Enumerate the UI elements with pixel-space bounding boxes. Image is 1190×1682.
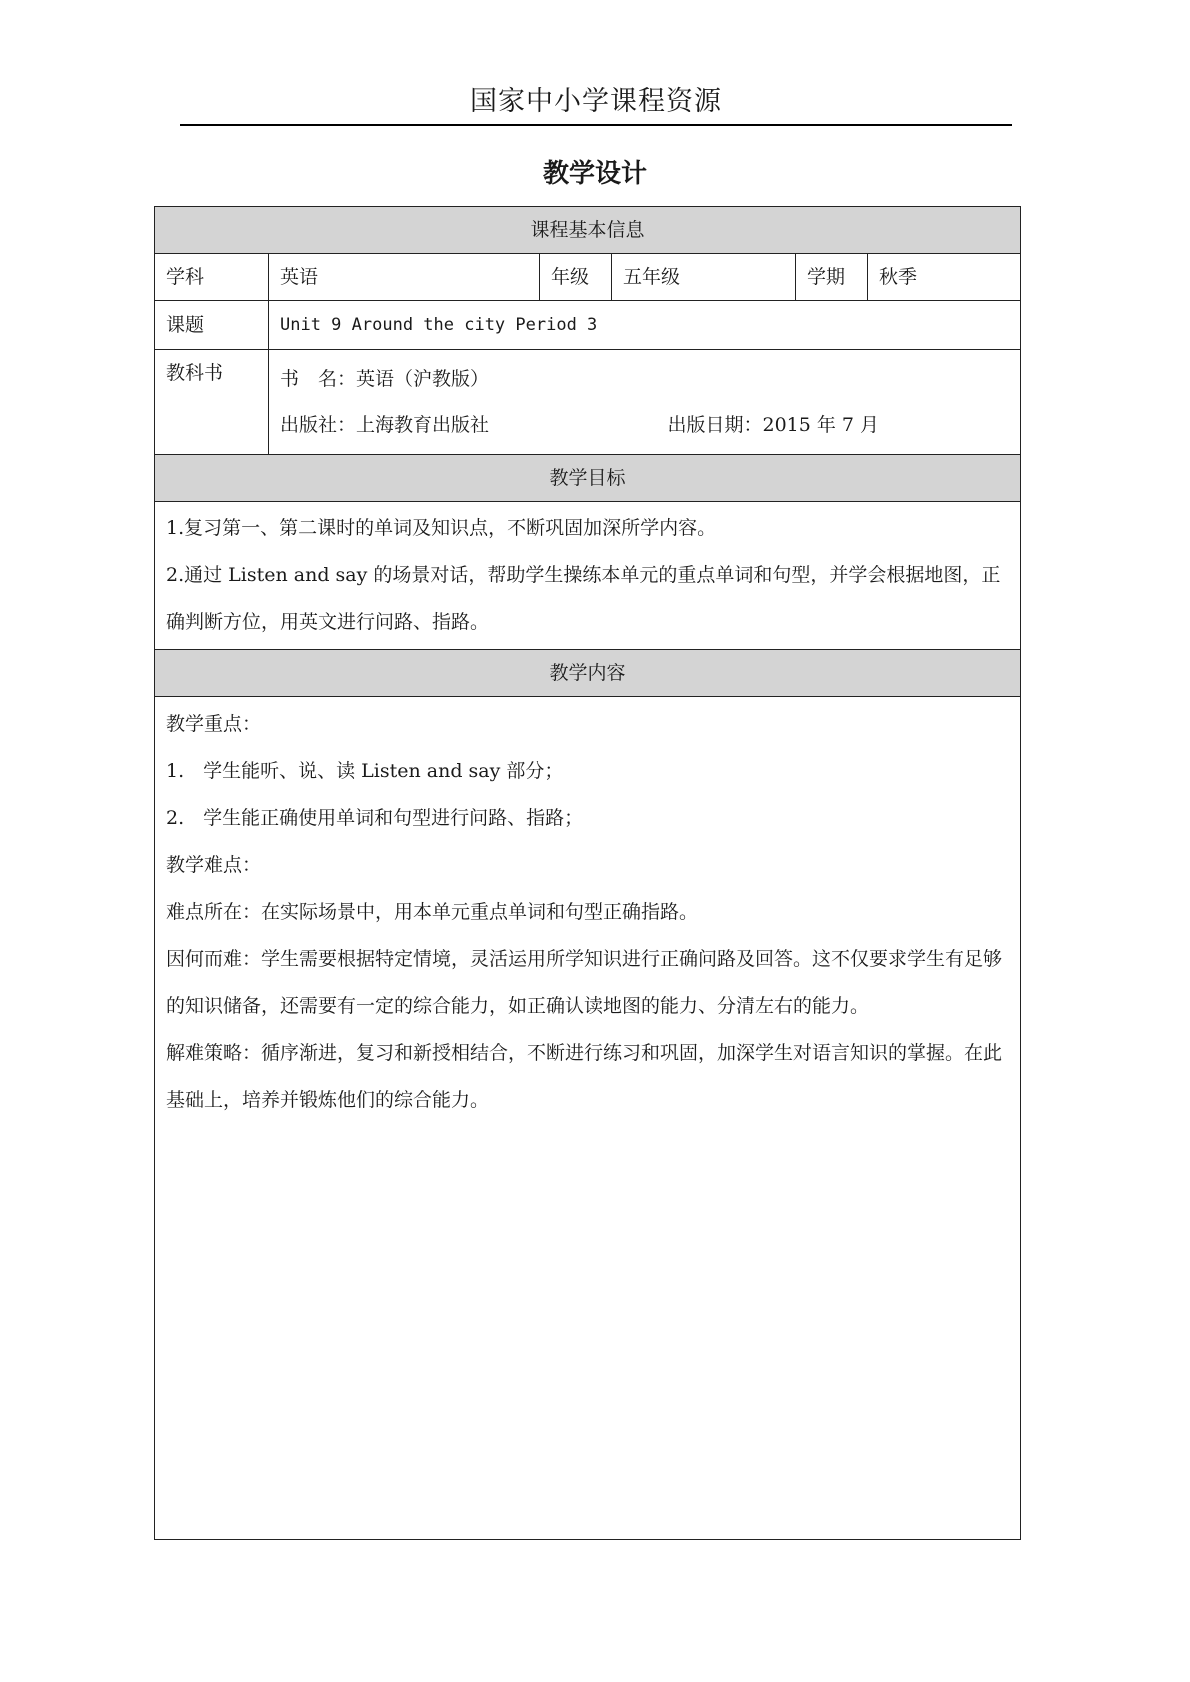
grade-value: 五年级 bbox=[612, 254, 796, 301]
term-label: 学期 bbox=[796, 254, 868, 301]
difficulty-heading: 教学难点： bbox=[166, 854, 262, 876]
term-value: 秋季 bbox=[868, 254, 1021, 301]
goal-item: 1.复习第一、第二课时的单词及知识点，不断巩固加深所学内容。 bbox=[166, 517, 717, 539]
textbook-row bbox=[155, 350, 1021, 455]
site-header-title: 国家中小学课程资源 bbox=[180, 80, 1012, 126]
key-point-item: 2. 学生能正确使用单词和句型进行问路、指路； bbox=[166, 807, 584, 829]
goal-item: 2.通过 Listen and say 的场景对话，帮助学生操练本单元的重点单词和句型，并学会根据地图，正确判断方位，用英文进行问路、指路。 bbox=[166, 564, 1001, 633]
publication-date: 出版日期：2015 年 7 月 bbox=[667, 414, 880, 436]
content-row bbox=[155, 697, 1021, 1540]
difficulty-reason: 因何而难：学生需要根据特定情境，灵活运用所学知识进行正确问路及回答。这不仅要求学生有足够的知识储备，还需要有一定的综合能力，如正确认读地图的能力、分清左右的能力。 bbox=[166, 948, 1003, 1017]
lesson-plan-table bbox=[154, 206, 1021, 1540]
key-point-item: 1. 学生能听、说、读 Listen and say 部分； bbox=[166, 760, 564, 782]
content-section-header: 教学内容 bbox=[155, 650, 1021, 697]
goals-row bbox=[155, 502, 1021, 650]
content-body bbox=[155, 697, 1021, 1540]
textbook-name: 书 名：英语（沪教版） bbox=[280, 368, 490, 390]
topic-value: Unit 9 Around the city Period 3 bbox=[269, 301, 1021, 350]
subject-row bbox=[155, 254, 1021, 301]
key-points-heading: 教学重点： bbox=[166, 713, 262, 735]
textbook-publish-line bbox=[280, 402, 1009, 448]
topic-row bbox=[155, 301, 1021, 350]
textbook-label: 教科书 bbox=[155, 350, 269, 455]
goals-list bbox=[155, 502, 1021, 650]
basic-info-section-header: 课程基本信息 bbox=[155, 207, 1021, 254]
goals-section-header: 教学目标 bbox=[155, 455, 1021, 502]
subject-label: 学科 bbox=[155, 254, 269, 301]
difficulty-strategy: 解难策略：循序渐进，复习和新授相结合，不断进行练习和巩固，加深学生对语言知识的掌握。在此基础上，培养并锻炼他们的综合能力。 bbox=[166, 1042, 1003, 1111]
document-title: 教学设计 bbox=[542, 159, 647, 189]
publisher: 出版社：上海教育出版社 bbox=[280, 414, 490, 436]
subject-value: 英语 bbox=[269, 254, 540, 301]
difficulty-location: 难点所在：在实际场景中，用本单元重点单词和句型正确指路。 bbox=[166, 901, 699, 923]
textbook-details bbox=[269, 350, 1021, 455]
grade-label: 年级 bbox=[540, 254, 612, 301]
topic-label: 课题 bbox=[155, 301, 269, 350]
